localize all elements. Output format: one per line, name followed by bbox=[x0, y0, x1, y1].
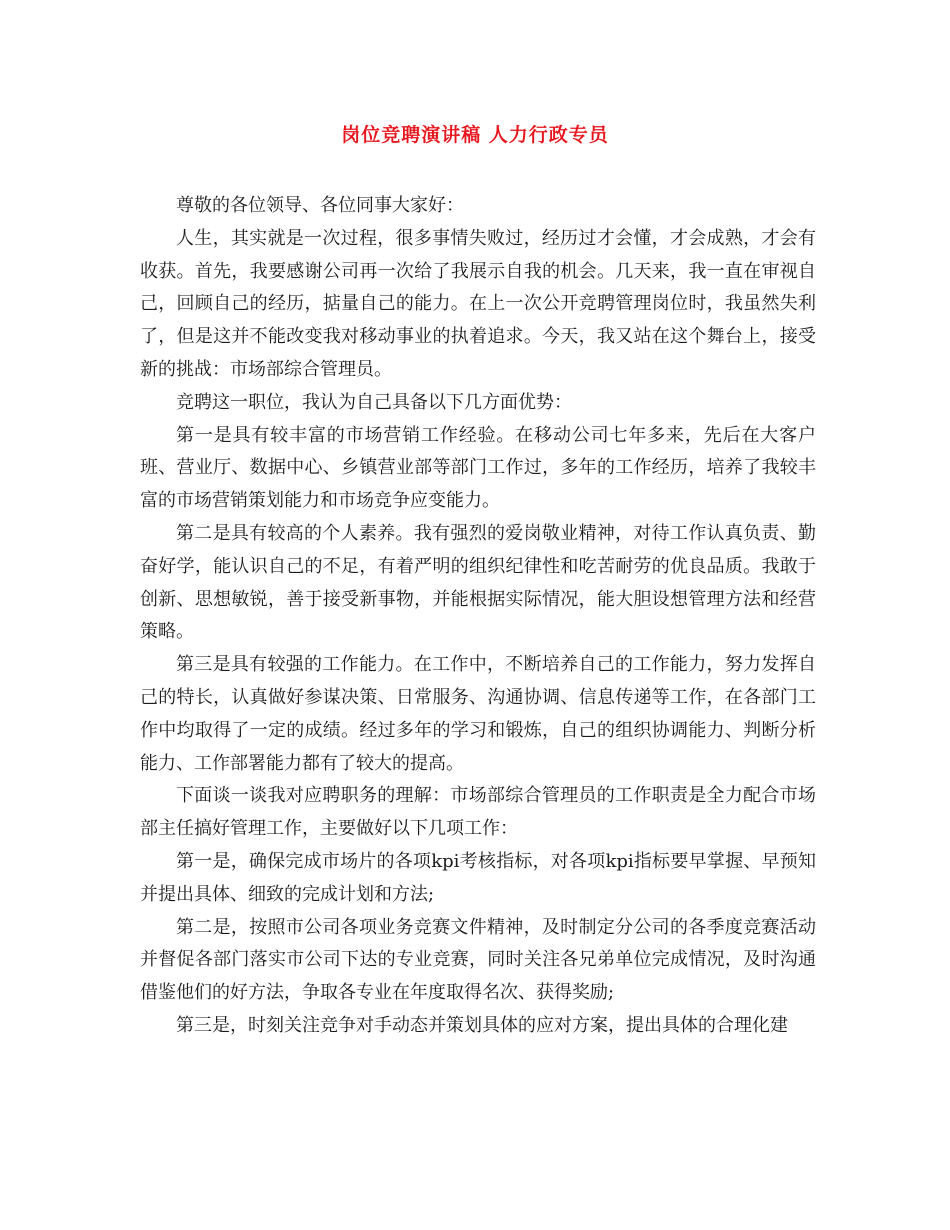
document-title: 岗位竞聘演讲稿 人力行政专员 bbox=[341, 124, 609, 146]
paragraph-greeting: 尊敬的各位领导、各位同事大家好： bbox=[176, 195, 464, 216]
paragraph-duty-1: 第一是，确保完成市场片的各项kpi考核指标，对各项kpi指标要早掌握、早预知并提出具体、细致的完成计划和方法; bbox=[140, 850, 816, 905]
paragraph-advantage-3: 第三是具有较强的工作能力。在工作中，不断培养自己的工作能力，努力发挥自己的特长，认真做好参谋决策、日常服务、沟通协调、信息传递等工作，在各部门工作中均取得了一定的成绩。经过多年的学习和锻炼，自己的组织协调能力、判断分析能力、工作部署能力都有了较大的提高。 bbox=[140, 654, 816, 774]
paragraph-intro: 人生，其实就是一次过程，很多事情失败过，经历过才会懂，才会成熟，才会有收获。首先，我要感谢公司再一次给了我展示自我的机会。几天来，我一直在审视自己，回顾自己的经历，掂量自己的能力。在上一次公开竞聘管理岗位时，我虽然失利了，但是这并不能改变我对移动事业的执着追求。今天，我又站在这个舞台上，接受新的挑战：市场部综合管理员。 bbox=[140, 227, 816, 380]
paragraph-duties-lead: 下面谈一谈我对应聘职务的理解：市场部综合管理员的工作职责是全力配合市场部主任搞好管理工作，主要做好以下几项工作： bbox=[140, 785, 816, 840]
paragraph-advantage-1: 第一是具有较丰富的市场营销工作经验。在移动公司七年多来，先后在大客户班、营业厅、数据中心、乡镇营业部等部门工作过，多年的工作经历，培养了我较丰富的市场营销策划能力和市场竞争应变能力。 bbox=[140, 424, 816, 512]
paragraph-duty-3: 第三是，时刻关注竞争对手动态并策划具体的应对方案，提出具体的合理化建 bbox=[176, 1014, 788, 1036]
paragraph-advantages-lead: 竞聘这一职位，我认为自己具备以下几方面优势： bbox=[176, 391, 572, 413]
paragraph-duty-2: 第二是，按照市公司各项业务竞赛文件精神，及时制定分公司的各季度竞赛活动并督促各部门落实市公司下达的专业竞赛，同时关注各兄弟单位完成情况，及时沟通借鉴他们的好方法，争取各专业在年度取得名次、获得奖励; bbox=[140, 916, 816, 1004]
document-body bbox=[140, 190, 816, 1043]
paragraph-advantage-2: 第二是具有较高的个人素养。我有强烈的爱岗敬业精神，对待工作认真负责、勤奋好学，能认识自己的不足，有着严明的组织纪律性和吃苦耐劳的优良品质。我敢于创新、思想敏锐，善于接受新事物，并能根据实际情况，能大胆设想管理方法和经营策略。 bbox=[140, 522, 816, 643]
